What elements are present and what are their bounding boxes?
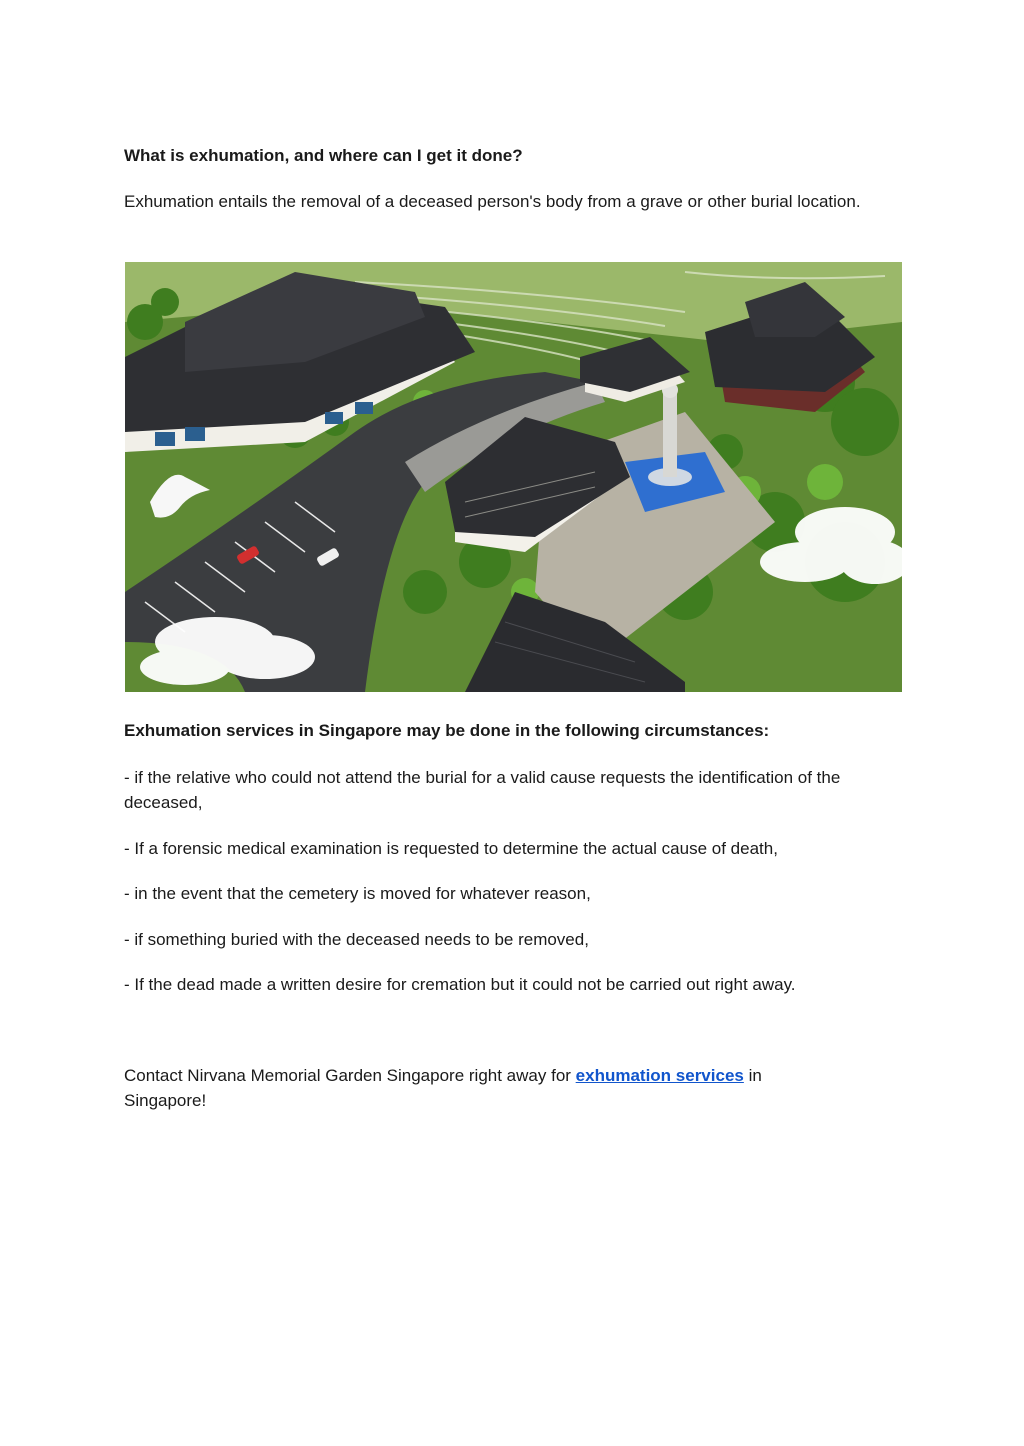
list-item: - If a forensic medical examination is requested to determine the actual cause of death, [124, 839, 778, 858]
heading-question: What is exhumation, and where can I get it done? [124, 146, 523, 165]
list-item: - if the relative who could not attend the burial for a valid cause requests the identification of the deceased, [124, 768, 841, 812]
memorial-garden-aerial-image [125, 262, 902, 692]
intro-paragraph: Exhumation entails the removal of a deceased person's body from a grave or other burial location. [124, 192, 861, 211]
exhumation-services-link[interactable]: exhumation services [575, 1066, 744, 1085]
heading-circumstances: Exhumation services in Singapore may be done in the following circumstances: [124, 721, 770, 740]
list-item: - if something buried with the deceased needs to be removed, [124, 930, 589, 949]
contact-text-after: in Singapore! [124, 1066, 762, 1110]
contact-paragraph [124, 1063, 844, 1113]
list-item: - in the event that the cemetery is moved for whatever reason, [124, 884, 591, 903]
contact-text-before: Contact Nirvana Memorial Garden Singapore right away for [124, 1066, 576, 1085]
list-item: - If the dead made a written desire for cremation but it could not be carried out right away. [124, 975, 796, 994]
